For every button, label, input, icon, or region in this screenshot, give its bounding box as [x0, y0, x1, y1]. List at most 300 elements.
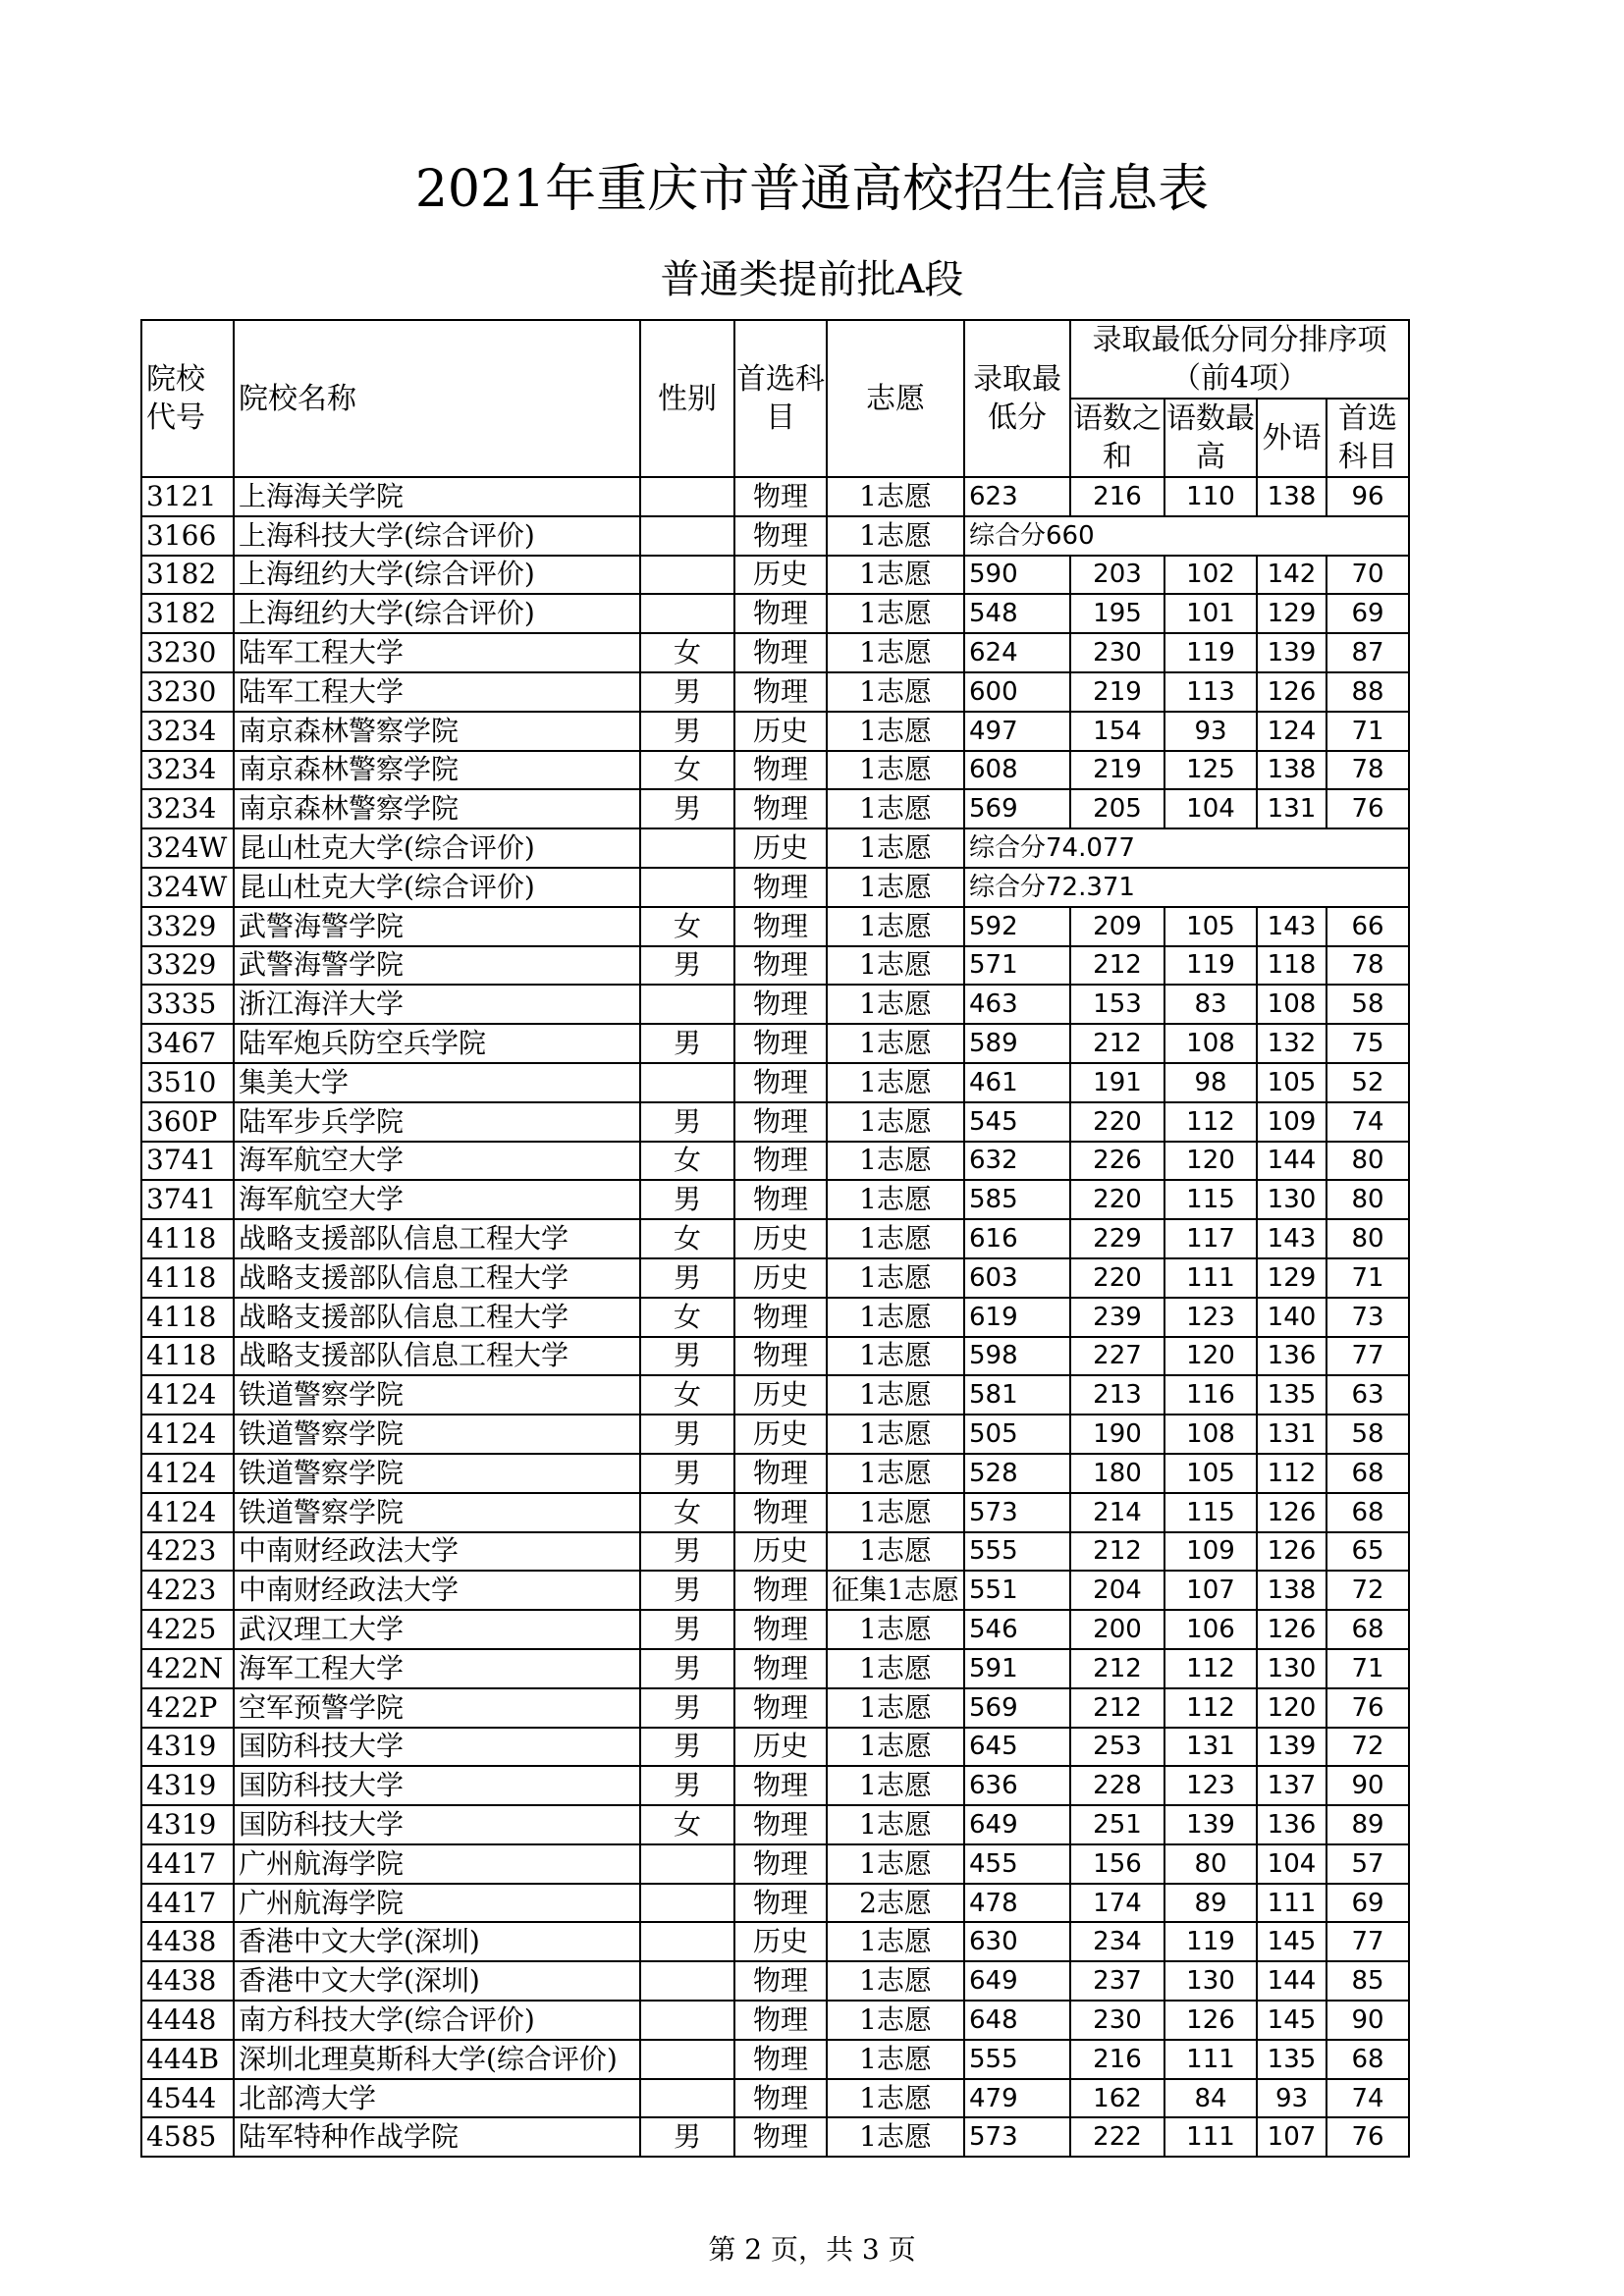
cell-name: 南方科技大学(综合评价)	[234, 2001, 640, 2040]
cell-sum-cm: 251	[1070, 1805, 1164, 1844]
cell-max-cm: 113	[1164, 672, 1257, 712]
cell-foreign: 130	[1257, 1180, 1326, 1219]
cell-first-subject: 69	[1326, 1884, 1409, 1923]
cell-code: 4118	[141, 1219, 234, 1258]
cell-sum-cm: 214	[1070, 1493, 1164, 1532]
cell-gender	[640, 1922, 734, 1961]
table-row	[141, 1102, 1409, 1142]
cell-first-subject: 78	[1326, 946, 1409, 986]
cell-subject: 物理	[734, 1571, 827, 1610]
cell-wish: 1志愿	[827, 1375, 964, 1415]
cell-min-score: 581	[964, 1375, 1070, 1415]
header-tie-group: 录取最低分同分排序项（前4项）	[1070, 320, 1409, 399]
table-row	[141, 907, 1409, 946]
table-row	[141, 1142, 1409, 1181]
cell-subject: 物理	[734, 1884, 827, 1923]
cell-wish: 1志愿	[827, 907, 964, 946]
cell-min-score: 632	[964, 1142, 1070, 1181]
cell-wish: 1志愿	[827, 868, 964, 907]
cell-wish: 1志愿	[827, 2117, 964, 2157]
cell-code: 3329	[141, 946, 234, 986]
cell-name: 国防科技大学	[234, 1805, 640, 1844]
cell-name: 铁道警察学院	[234, 1454, 640, 1493]
cell-sum-cm: 227	[1070, 1337, 1164, 1376]
header-name: 院校名称	[234, 320, 640, 477]
cell-name: 昆山杜克大学(综合评价)	[234, 868, 640, 907]
cell-gender: 女	[640, 1805, 734, 1844]
header-subject: 首选科目	[734, 320, 827, 477]
cell-first-subject: 72	[1326, 1728, 1409, 1767]
cell-name: 北部湾大学	[234, 2079, 640, 2118]
cell-composite-score: 综合分74.077	[964, 828, 1409, 868]
cell-name: 海军航空大学	[234, 1180, 640, 1219]
cell-foreign: 112	[1257, 1454, 1326, 1493]
cell-sum-cm: 203	[1070, 556, 1164, 595]
cell-first-subject: 80	[1326, 1219, 1409, 1258]
cell-first-subject: 80	[1326, 1142, 1409, 1181]
cell-min-score: 555	[964, 2040, 1070, 2079]
cell-foreign: 140	[1257, 1298, 1326, 1337]
cell-code: 4438	[141, 1961, 234, 2001]
cell-name: 上海海关学院	[234, 477, 640, 516]
cell-name: 南京森林警察学院	[234, 751, 640, 790]
cell-code: 4438	[141, 1922, 234, 1961]
cell-foreign: 130	[1257, 1649, 1326, 1688]
cell-foreign: 138	[1257, 1571, 1326, 1610]
cell-subject: 物理	[734, 516, 827, 556]
cell-subject: 历史	[734, 556, 827, 595]
cell-name: 陆军步兵学院	[234, 1102, 640, 1142]
cell-min-score: 630	[964, 1922, 1070, 1961]
cell-wish: 1志愿	[827, 594, 964, 633]
cell-name: 陆军特种作战学院	[234, 2117, 640, 2157]
cell-subject: 物理	[734, 868, 827, 907]
cell-wish: 1志愿	[827, 712, 964, 751]
cell-max-cm: 119	[1164, 1922, 1257, 1961]
cell-wish: 1志愿	[827, 556, 964, 595]
cell-gender	[640, 516, 734, 556]
cell-code: 4544	[141, 2079, 234, 2118]
header-gender: 性别	[640, 320, 734, 477]
cell-foreign: 111	[1257, 1884, 1326, 1923]
cell-code: 324W	[141, 868, 234, 907]
cell-sum-cm: 220	[1070, 1258, 1164, 1298]
cell-min-score: 608	[964, 751, 1070, 790]
cell-max-cm: 106	[1164, 1610, 1257, 1649]
cell-foreign: 108	[1257, 985, 1326, 1024]
cell-subject: 物理	[734, 946, 827, 986]
cell-gender: 女	[640, 1493, 734, 1532]
table-row	[141, 1024, 1409, 1063]
table-row	[141, 1884, 1409, 1923]
cell-min-score: 589	[964, 1024, 1070, 1063]
cell-name: 武警海警学院	[234, 946, 640, 986]
table-row	[141, 1493, 1409, 1532]
cell-max-cm: 115	[1164, 1180, 1257, 1219]
cell-wish: 1志愿	[827, 1219, 964, 1258]
cell-max-cm: 108	[1164, 1415, 1257, 1454]
cell-foreign: 135	[1257, 1375, 1326, 1415]
table-row	[141, 1180, 1409, 1219]
cell-subject: 历史	[734, 1219, 827, 1258]
cell-gender	[640, 594, 734, 633]
cell-first-subject: 85	[1326, 1961, 1409, 2001]
table-row	[141, 868, 1409, 907]
cell-first-subject: 58	[1326, 1415, 1409, 1454]
cell-code: 3230	[141, 672, 234, 712]
cell-max-cm: 123	[1164, 1298, 1257, 1337]
cell-gender: 女	[640, 907, 734, 946]
cell-name: 战略支援部队信息工程大学	[234, 1258, 640, 1298]
cell-sum-cm: 230	[1070, 633, 1164, 672]
cell-min-score: 555	[964, 1532, 1070, 1572]
cell-first-subject: 68	[1326, 2040, 1409, 2079]
cell-first-subject: 71	[1326, 1649, 1409, 1688]
cell-name: 香港中文大学(深圳)	[234, 1961, 640, 2001]
cell-gender: 男	[640, 672, 734, 712]
cell-wish: 1志愿	[827, 1024, 964, 1063]
cell-wish: 1志愿	[827, 1532, 964, 1572]
cell-name: 战略支援部队信息工程大学	[234, 1337, 640, 1376]
cell-subject: 物理	[734, 1688, 827, 1728]
cell-foreign: 126	[1257, 1610, 1326, 1649]
cell-subject: 物理	[734, 1766, 827, 1805]
cell-subject: 物理	[734, 1610, 827, 1649]
cell-min-score: 478	[964, 1884, 1070, 1923]
cell-min-score: 461	[964, 1063, 1070, 1102]
cell-gender: 女	[640, 1142, 734, 1181]
cell-code: 3182	[141, 556, 234, 595]
cell-sum-cm: 239	[1070, 1298, 1164, 1337]
cell-sum-cm: 212	[1070, 1532, 1164, 1572]
cell-sum-cm: 219	[1070, 672, 1164, 712]
cell-gender: 男	[640, 1454, 734, 1493]
cell-first-subject: 68	[1326, 1610, 1409, 1649]
cell-max-cm: 115	[1164, 1493, 1257, 1532]
cell-subject: 物理	[734, 1180, 827, 1219]
header-min-score: 录取最低分	[964, 320, 1070, 477]
cell-max-cm: 111	[1164, 2117, 1257, 2157]
cell-subject: 历史	[734, 1415, 827, 1454]
cell-name: 铁道警察学院	[234, 1415, 640, 1454]
table-row	[141, 789, 1409, 828]
cell-sum-cm: 228	[1070, 1766, 1164, 1805]
cell-wish: 征集1志愿	[827, 1571, 964, 1610]
cell-code: 3234	[141, 712, 234, 751]
cell-subject: 物理	[734, 1142, 827, 1181]
cell-gender: 男	[640, 1024, 734, 1063]
cell-subject: 物理	[734, 1454, 827, 1493]
cell-gender	[640, 985, 734, 1024]
cell-first-subject: 57	[1326, 1844, 1409, 1884]
cell-wish: 1志愿	[827, 2079, 964, 2118]
cell-wish: 1志愿	[827, 1493, 964, 1532]
cell-code: 3741	[141, 1180, 234, 1219]
cell-max-cm: 105	[1164, 1454, 1257, 1493]
cell-min-score: 463	[964, 985, 1070, 1024]
cell-code: 4223	[141, 1571, 234, 1610]
cell-wish: 1志愿	[827, 1298, 964, 1337]
page-footer: 第 2 页，共 3 页	[708, 2233, 916, 2266]
cell-name: 香港中文大学(深圳)	[234, 1922, 640, 1961]
cell-min-score: 616	[964, 1219, 1070, 1258]
table-row	[141, 1961, 1409, 2001]
cell-min-score: 573	[964, 2117, 1070, 2157]
cell-wish: 1志愿	[827, 633, 964, 672]
cell-sum-cm: 234	[1070, 1922, 1164, 1961]
table-row	[141, 1766, 1409, 1805]
cell-subject: 物理	[734, 1298, 827, 1337]
cell-foreign: 144	[1257, 1142, 1326, 1181]
cell-subject: 物理	[734, 1805, 827, 1844]
cell-sum-cm: 230	[1070, 2001, 1164, 2040]
cell-foreign: 120	[1257, 1688, 1326, 1728]
cell-gender: 女	[640, 1298, 734, 1337]
cell-sum-cm: 219	[1070, 751, 1164, 790]
cell-subject: 物理	[734, 2001, 827, 2040]
cell-foreign: 137	[1257, 1766, 1326, 1805]
cell-sum-cm: 204	[1070, 1571, 1164, 1610]
cell-max-cm: 93	[1164, 712, 1257, 751]
cell-min-score: 497	[964, 712, 1070, 751]
table-row	[141, 712, 1409, 751]
cell-gender: 男	[640, 1415, 734, 1454]
cell-first-subject: 76	[1326, 2117, 1409, 2157]
cell-wish: 1志愿	[827, 1102, 964, 1142]
cell-gender	[640, 1844, 734, 1884]
cell-max-cm: 104	[1164, 789, 1257, 828]
cell-min-score: 569	[964, 789, 1070, 828]
cell-foreign: 136	[1257, 1805, 1326, 1844]
cell-first-subject: 58	[1326, 985, 1409, 1024]
table-row	[141, 2117, 1409, 2157]
table-row	[141, 1922, 1409, 1961]
cell-composite-score: 综合分72.371	[964, 868, 1409, 907]
cell-min-score: 619	[964, 1298, 1070, 1337]
cell-max-cm: 80	[1164, 1844, 1257, 1884]
cell-gender	[640, 2040, 734, 2079]
table-row	[141, 516, 1409, 556]
cell-sum-cm: 212	[1070, 946, 1164, 986]
table-row	[141, 2079, 1409, 2118]
cell-subject: 物理	[734, 907, 827, 946]
cell-name: 集美大学	[234, 1063, 640, 1102]
cell-gender	[640, 1884, 734, 1923]
cell-name: 铁道警察学院	[234, 1493, 640, 1532]
document-subtitle: 普通类提前批A段	[660, 257, 964, 302]
cell-name: 战略支援部队信息工程大学	[234, 1219, 640, 1258]
cell-gender	[640, 556, 734, 595]
cell-max-cm: 131	[1164, 1728, 1257, 1767]
cell-first-subject: 69	[1326, 594, 1409, 633]
cell-first-subject: 68	[1326, 1493, 1409, 1532]
cell-sum-cm: 212	[1070, 1024, 1164, 1063]
cell-gender: 男	[640, 712, 734, 751]
cell-wish: 1志愿	[827, 1805, 964, 1844]
cell-name: 上海科技大学(综合评价)	[234, 516, 640, 556]
cell-min-score: 598	[964, 1337, 1070, 1376]
cell-max-cm: 120	[1164, 1337, 1257, 1376]
table-row	[141, 1649, 1409, 1688]
cell-min-score: 603	[964, 1258, 1070, 1298]
cell-first-subject: 76	[1326, 1688, 1409, 1728]
cell-first-subject: 77	[1326, 1922, 1409, 1961]
cell-wish: 1志愿	[827, 1922, 964, 1961]
cell-max-cm: 84	[1164, 2079, 1257, 2118]
cell-max-cm: 119	[1164, 633, 1257, 672]
cell-foreign: 107	[1257, 2117, 1326, 2157]
table-row	[141, 1219, 1409, 1258]
cell-wish: 1志愿	[827, 1844, 964, 1884]
cell-sum-cm: 153	[1070, 985, 1164, 1024]
cell-code: 3166	[141, 516, 234, 556]
cell-gender: 男	[640, 1258, 734, 1298]
cell-max-cm: 139	[1164, 1805, 1257, 1844]
table-row	[141, 1805, 1409, 1844]
cell-wish: 1志愿	[827, 789, 964, 828]
cell-max-cm: 105	[1164, 907, 1257, 946]
cell-min-score: 546	[964, 1610, 1070, 1649]
cell-min-score: 649	[964, 1961, 1070, 2001]
table-row	[141, 1337, 1409, 1376]
cell-code: 4585	[141, 2117, 234, 2157]
cell-subject: 物理	[734, 672, 827, 712]
cell-foreign: 109	[1257, 1102, 1326, 1142]
cell-max-cm: 120	[1164, 1142, 1257, 1181]
cell-gender	[640, 1961, 734, 2001]
cell-subject: 物理	[734, 1493, 827, 1532]
cell-max-cm: 130	[1164, 1961, 1257, 2001]
cell-foreign: 93	[1257, 2079, 1326, 2118]
cell-wish: 1志愿	[827, 1415, 964, 1454]
cell-name: 昆山杜克大学(综合评价)	[234, 828, 640, 868]
cell-gender	[640, 828, 734, 868]
header-sum-cm: 语数之和	[1070, 399, 1164, 477]
cell-code: 3467	[141, 1024, 234, 1063]
cell-name: 陆军工程大学	[234, 672, 640, 712]
table-row	[141, 477, 1409, 516]
cell-min-score: 455	[964, 1844, 1070, 1884]
table-row	[141, 633, 1409, 672]
cell-code: 3510	[141, 1063, 234, 1102]
cell-foreign: 143	[1257, 907, 1326, 946]
cell-sum-cm: 220	[1070, 1180, 1164, 1219]
cell-code: 3182	[141, 594, 234, 633]
table-row	[141, 1532, 1409, 1572]
cell-foreign: 131	[1257, 789, 1326, 828]
cell-code: 4319	[141, 1766, 234, 1805]
cell-min-score: 636	[964, 1766, 1070, 1805]
table-row	[141, 828, 1409, 868]
cell-subject: 物理	[734, 2040, 827, 2079]
cell-foreign: 126	[1257, 1532, 1326, 1572]
cell-foreign: 142	[1257, 556, 1326, 595]
cell-foreign: 145	[1257, 2001, 1326, 2040]
cell-name: 武汉理工大学	[234, 1610, 640, 1649]
cell-code: 4124	[141, 1375, 234, 1415]
table-row	[141, 1844, 1409, 1884]
cell-subject: 物理	[734, 1961, 827, 2001]
cell-wish: 1志愿	[827, 2001, 964, 2040]
cell-code: 4223	[141, 1532, 234, 1572]
cell-max-cm: 102	[1164, 556, 1257, 595]
cell-sum-cm: 209	[1070, 907, 1164, 946]
cell-wish: 1志愿	[827, 516, 964, 556]
cell-max-cm: 111	[1164, 1258, 1257, 1298]
document-title: 2021年重庆市普通高校招生信息表	[414, 160, 1210, 219]
cell-max-cm: 125	[1164, 751, 1257, 790]
cell-subject: 物理	[734, 1063, 827, 1102]
table-row	[141, 1688, 1409, 1728]
cell-max-cm: 110	[1164, 477, 1257, 516]
cell-gender: 男	[640, 1532, 734, 1572]
header-max-cm: 语数最高	[1164, 399, 1257, 477]
cell-code: 3234	[141, 751, 234, 790]
header-first-subject: 首选科目	[1326, 399, 1409, 477]
cell-foreign: 138	[1257, 477, 1326, 516]
cell-wish: 1志愿	[827, 1142, 964, 1181]
cell-gender: 男	[640, 1180, 734, 1219]
cell-max-cm: 83	[1164, 985, 1257, 1024]
cell-wish: 1志愿	[827, 946, 964, 986]
cell-wish: 1志愿	[827, 1728, 964, 1767]
table-row	[141, 556, 1409, 595]
cell-code: 324W	[141, 828, 234, 868]
cell-gender: 男	[640, 2117, 734, 2157]
cell-gender: 男	[640, 1337, 734, 1376]
table-row	[141, 1063, 1409, 1102]
cell-first-subject: 77	[1326, 1337, 1409, 1376]
cell-subject: 物理	[734, 1649, 827, 1688]
cell-foreign: 131	[1257, 1415, 1326, 1454]
cell-code: 3230	[141, 633, 234, 672]
cell-subject: 历史	[734, 1258, 827, 1298]
cell-wish: 1志愿	[827, 1610, 964, 1649]
cell-sum-cm: 229	[1070, 1219, 1164, 1258]
cell-min-score: 571	[964, 946, 1070, 986]
cell-foreign: 118	[1257, 946, 1326, 986]
table-row	[141, 985, 1409, 1024]
cell-wish: 1志愿	[827, 1688, 964, 1728]
cell-name: 广州航海学院	[234, 1844, 640, 1884]
table-row	[141, 2001, 1409, 2040]
cell-first-subject: 68	[1326, 1454, 1409, 1493]
cell-max-cm: 89	[1164, 1884, 1257, 1923]
cell-wish: 1志愿	[827, 751, 964, 790]
cell-code: 3121	[141, 477, 234, 516]
cell-foreign: 132	[1257, 1024, 1326, 1063]
cell-code: 444B	[141, 2040, 234, 2079]
cell-max-cm: 98	[1164, 1063, 1257, 1102]
cell-first-subject: 72	[1326, 1571, 1409, 1610]
cell-name: 铁道警察学院	[234, 1375, 640, 1415]
cell-name: 陆军炮兵防空兵学院	[234, 1024, 640, 1063]
cell-name: 海军航空大学	[234, 1142, 640, 1181]
cell-sum-cm: 216	[1070, 477, 1164, 516]
cell-sum-cm: 220	[1070, 1102, 1164, 1142]
cell-subject: 历史	[734, 1922, 827, 1961]
cell-name: 海军工程大学	[234, 1649, 640, 1688]
cell-code: 4319	[141, 1805, 234, 1844]
cell-wish: 1志愿	[827, 477, 964, 516]
cell-sum-cm: 213	[1070, 1375, 1164, 1415]
cell-gender: 男	[640, 1766, 734, 1805]
cell-sum-cm: 174	[1070, 1884, 1164, 1923]
cell-first-subject: 74	[1326, 2079, 1409, 2118]
cell-code: 4417	[141, 1884, 234, 1923]
cell-gender: 女	[640, 1219, 734, 1258]
cell-wish: 1志愿	[827, 1063, 964, 1102]
